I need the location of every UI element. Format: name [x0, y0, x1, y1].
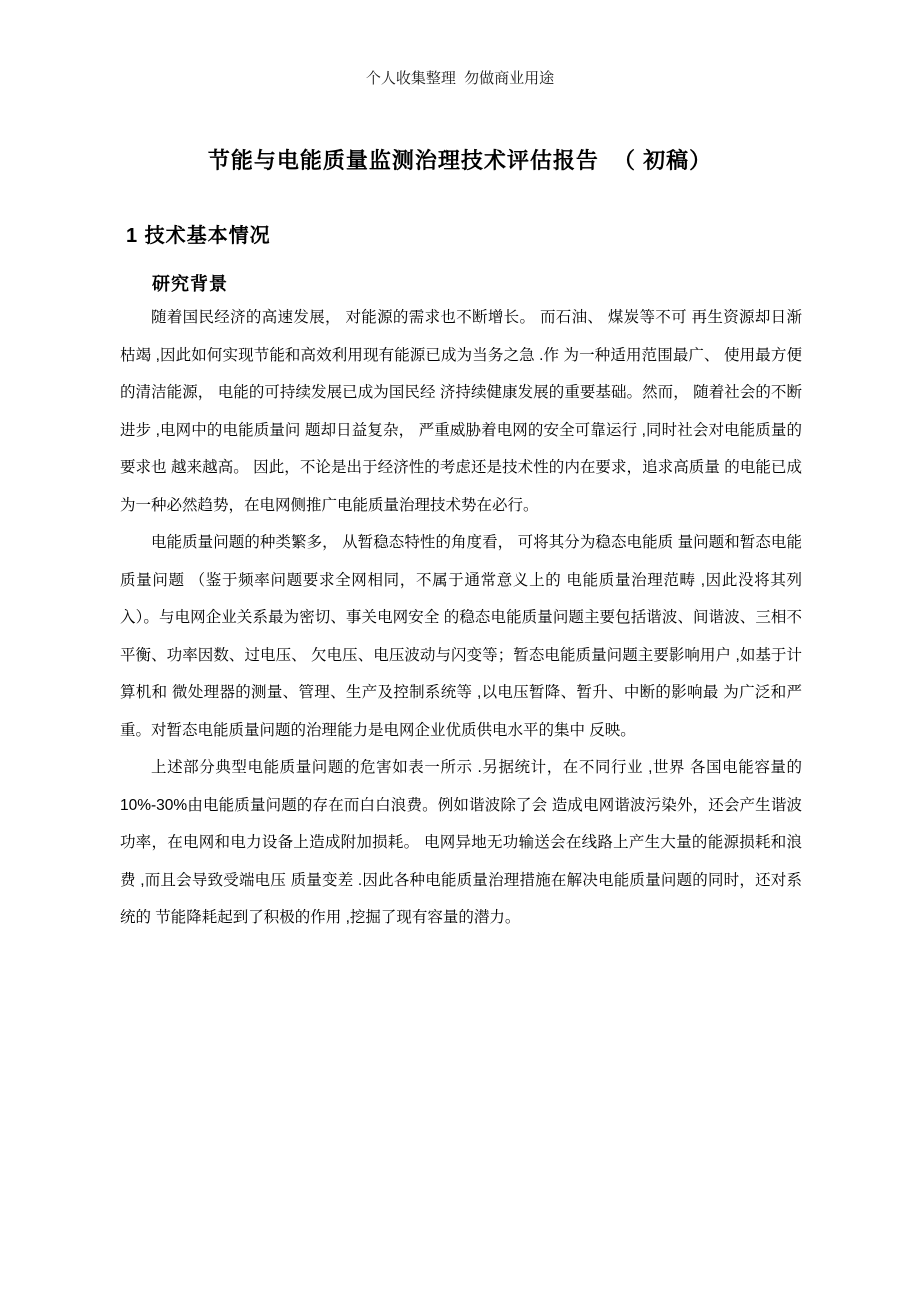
body-paragraph: 上述部分典型电能质量问题的危害如表一所示 .另据统计，在不同行业 ,世界 各国电能容量的 10%-30%由电能质量问题的存在而白白浪费。例如谐波除了会 造成电网谐波污染外，还会产生谐波功率，在电网和电力设备上造成附加损耗。 电网异地无功输送会在线路上产生大量的能源损耗和浪费 ,而且会导致受端电压 质量变差 .因此各种电能质量治理措施在解决电能质量问题的同时，还对系统的 节能降耗起到了积极的作用 ,挖掘了现有容量的潜力。: [120, 759, 807, 926]
document-title: 节能与电能质量监测治理技术评估报告 （ 初稿）: [207, 148, 713, 173]
subsection-heading: 研究背景: [152, 274, 228, 294]
document-body: [120, 299, 807, 937]
body-paragraph: 随着国民经济的高速发展， 对能源的需求也不断增长。 而石油、 煤炭等不可 再生资源却日渐枯竭 ,因此如何实现节能和高效利用现有能源已成为当务之急 .作 为一种适用范围最广、 使用最方便的清洁能源， 电能的可持续发展已成为国民经 济持续健康发展的重要基础。然而， 随着社会的不断进步 ,电网中的电能质量问 题却日益复杂， 严重威胁着电网的安全可靠运行 ,同时社会对电能质量的要求也 越来越高。 因此，不论是出于经济性的考虑还是技术性的内在要求，追求高质量 的电能已成为一种必然趋势，在电网侧推广电能质量治理技术势在必行。: [120, 309, 802, 514]
body-paragraph: 电能质量问题的种类繁多， 从暂稳态特性的角度看， 可将其分为稳态电能质 量问题和暂态电能质量问题 （鉴于频率问题要求全网相同，不属于通常意义上的 电能质量治理范畴 ,因此没将其列入）。与电网企业关系最为密切、事关电网安全 的稳态电能质量问题主要包括谐波、间谐波、三相不平衡、功率因数、过电压、 欠电压、电压波动与闪变等；暂态电能质量问题主要影响用户 ,如基于计算机和 微处理器的测量、管理、生产及控制系统等 ,以电压暂降、暂升、中断的影响最 为广泛和严重。对暂态电能质量问题的治理能力是电网企业优质供电水平的集中 反映。: [120, 534, 802, 739]
section-heading: 1 技术基本情况: [126, 225, 271, 247]
header-note: 个人收集整理 勿做商业用途: [365, 70, 555, 87]
